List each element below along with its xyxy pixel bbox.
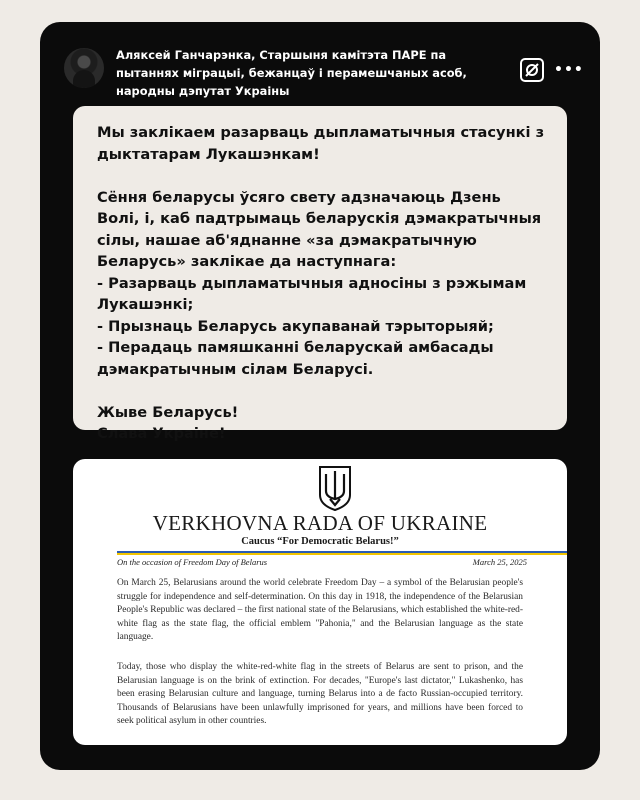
document-occasion: On the occasion of Freedom Day of Belarus (117, 557, 268, 567)
link-badge-icon[interactable] (520, 58, 544, 82)
document-divider (117, 551, 567, 555)
document-paragraph: Today, those who display the white-red-white flag in the streets of Belarus are sent to prison, and the Belarusian language is on the brink of extinction. For decades, "Europe's last dictator," Lukashenko, has been erasing Belarusian culture and language, turning Belarus into a de facto Russian-occupied territory. Thousands of Belarusians have been unlawfully imprisoned for years, and millions have been forced to seek political asylum in other countries. (117, 662, 523, 727)
author-name[interactable]: Аляксей Ганчарэнка, Старшыня камітэта ПАРЕ па пытаннях міграцыі, бежанцаў і перамешчаных асоб, народны дэпутат Украіны (116, 48, 467, 98)
document-date: March 25, 2025 (472, 557, 527, 567)
document-title: VERKHOVNA RADA OF UKRAINE (152, 511, 488, 535)
avatar[interactable] (64, 48, 104, 88)
post-card (40, 22, 600, 770)
document-image[interactable] (73, 459, 567, 745)
more-dots-icon[interactable]: ••• (554, 62, 584, 78)
document-subtitle: Caucus “For Democratic Belarus!” (241, 536, 399, 547)
message-bubble (73, 106, 567, 442)
message-text: Мы заклікаем разарваць дыпламатычныя стасункі з дыктатарам Лукашэнкам! Сёння беларусы ўсяго свету адзначаюць Дзень Волі, і, каб падтрымаць беларускія дэмакратычныя сілы, нашае аб'яднанне «за дэмакратычную Беларусь» заклікае да наступнага: - Разарваць дыпламатычныя адносіны з рэжымам Лукашэнкі; - Прызнаць Беларусь акупаванай тэрыторыяй; - Перадаць памяшканні беларускай амбасады дэмакратычным сілам Беларусі. Жыве Беларусь! Слава Украіне! (97, 124, 545, 442)
post-header (64, 44, 584, 114)
document-paragraph: On March 25, Belarusians around the world celebrate Freedom Day – a symbol of the Belarusian people's struggle for independence and self-determination. On this day in 1918, the independence of the Belarusian People's Republic was declared – the first national state of the Belarusians, which established the white-red-white flag as the state flag, the official emblem "Pahonia," and the Belarusian language as the state language. (117, 578, 523, 643)
trident-emblem-icon (317, 465, 353, 511)
